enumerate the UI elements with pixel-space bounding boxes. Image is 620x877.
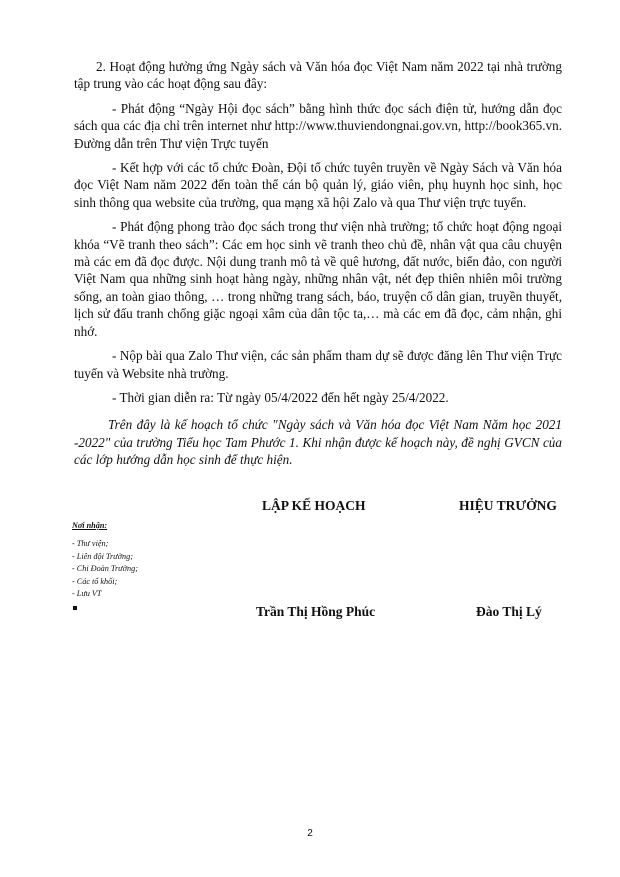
paragraph-drawing-contest: - Phát động phong trào đọc sách trong thư viện nhà trường; tổ chức hoạt động ngoại khóa “Vẽ tranh theo sách”: Các em học sinh vẽ tranh theo chủ đề, nhân vật qua câu chuyện mà các em đã đọc được. Nội dung tranh mô tả về quê hương, đất nước, biển đảo, con người Việt Nam qua những sinh hoạt hàng ngày, những nhân vật, nét đẹp thiên nhiên môi trường sống, an toàn giao thông, … trong những trang sách, báo, truyện cổ dân gian, truyền thuyết, lịch sử đấu tranh chống giặc ngoại xâm của dân tộc ta,… mà các em đã đọc, cảm nhận, ghi nhớ. xyxy=(74,219,562,339)
paragraph-ebook-day: - Phát động “Ngày Hội đọc sách” bằng hình thức đọc sách điện tử, hướng dẫn đọc sách qua các địa chỉ trên internet như http://www.thuviendongnai.gov.vn, http://book365.vn. Đường dẫn trên Thư viện Trực tuyến xyxy=(74,100,562,151)
recipients-block xyxy=(72,520,272,600)
paragraph-closing: Trên đây là kế hoạch tổ chức "Ngày sách và Văn hóa đọc Việt Nam Năm học 2021 -2022" của trường Tiểu học Tam Phước 1. Khi nhận được kế hoạch này, đề nghị GVCN của các lớp hướng dẫn học sinh để thực hiện. xyxy=(74,417,562,468)
recipient-item: - Lưu VT xyxy=(72,589,102,599)
page-number: 2 xyxy=(307,828,313,839)
signature-title-principal: HIỆU TRƯỞNG xyxy=(459,498,557,513)
document-body xyxy=(74,58,562,476)
recipient-item: - Các tổ khối; xyxy=(72,576,118,586)
recipient-item: - Liên đội Trường; xyxy=(72,551,133,561)
paragraph-timeframe: - Thời gian diễn ra: Từ ngày 05/4/2022 đến hết ngày 25/4/2022. xyxy=(112,389,449,405)
signature-title-planner: LẬP KẾ HOẠCH xyxy=(262,498,366,513)
recipients-heading: Nơi nhận: xyxy=(72,521,108,530)
signature-name-principal: Đào Thị Lý xyxy=(476,604,542,619)
bullet-mark xyxy=(73,606,77,610)
paragraph-intro: 2. Hoạt động hưởng ứng Ngày sách và Văn hóa đọc Việt Nam năm 2022 tại nhà trường tập trung vào các hoạt động sau đây: xyxy=(74,59,562,92)
recipient-item: - Chi Đoàn Trường; xyxy=(72,564,138,574)
paragraph-submission: - Nộp bài qua Zalo Thư viện, các sản phẩm tham dự sẽ được đăng lên Thư viện Trực tuyến và Website nhà trường. xyxy=(74,348,562,381)
signature-name-planner: Trần Thị Hồng Phúc xyxy=(256,604,376,619)
recipient-item: - Thư viện; xyxy=(72,539,109,549)
paragraph-propaganda: - Kết hợp với các tổ chức Đoàn, Đội tổ chức tuyên truyền về Ngày Sách và Văn hóa đọc Việt Nam năm 2022 đến toàn thể cán bộ quản lý, giáo viên, phụ huynh học sinh, học sinh thông qua website của trường, qua mạng xã hội Zalo và qua Thư viện trực tuyến. xyxy=(74,160,562,210)
